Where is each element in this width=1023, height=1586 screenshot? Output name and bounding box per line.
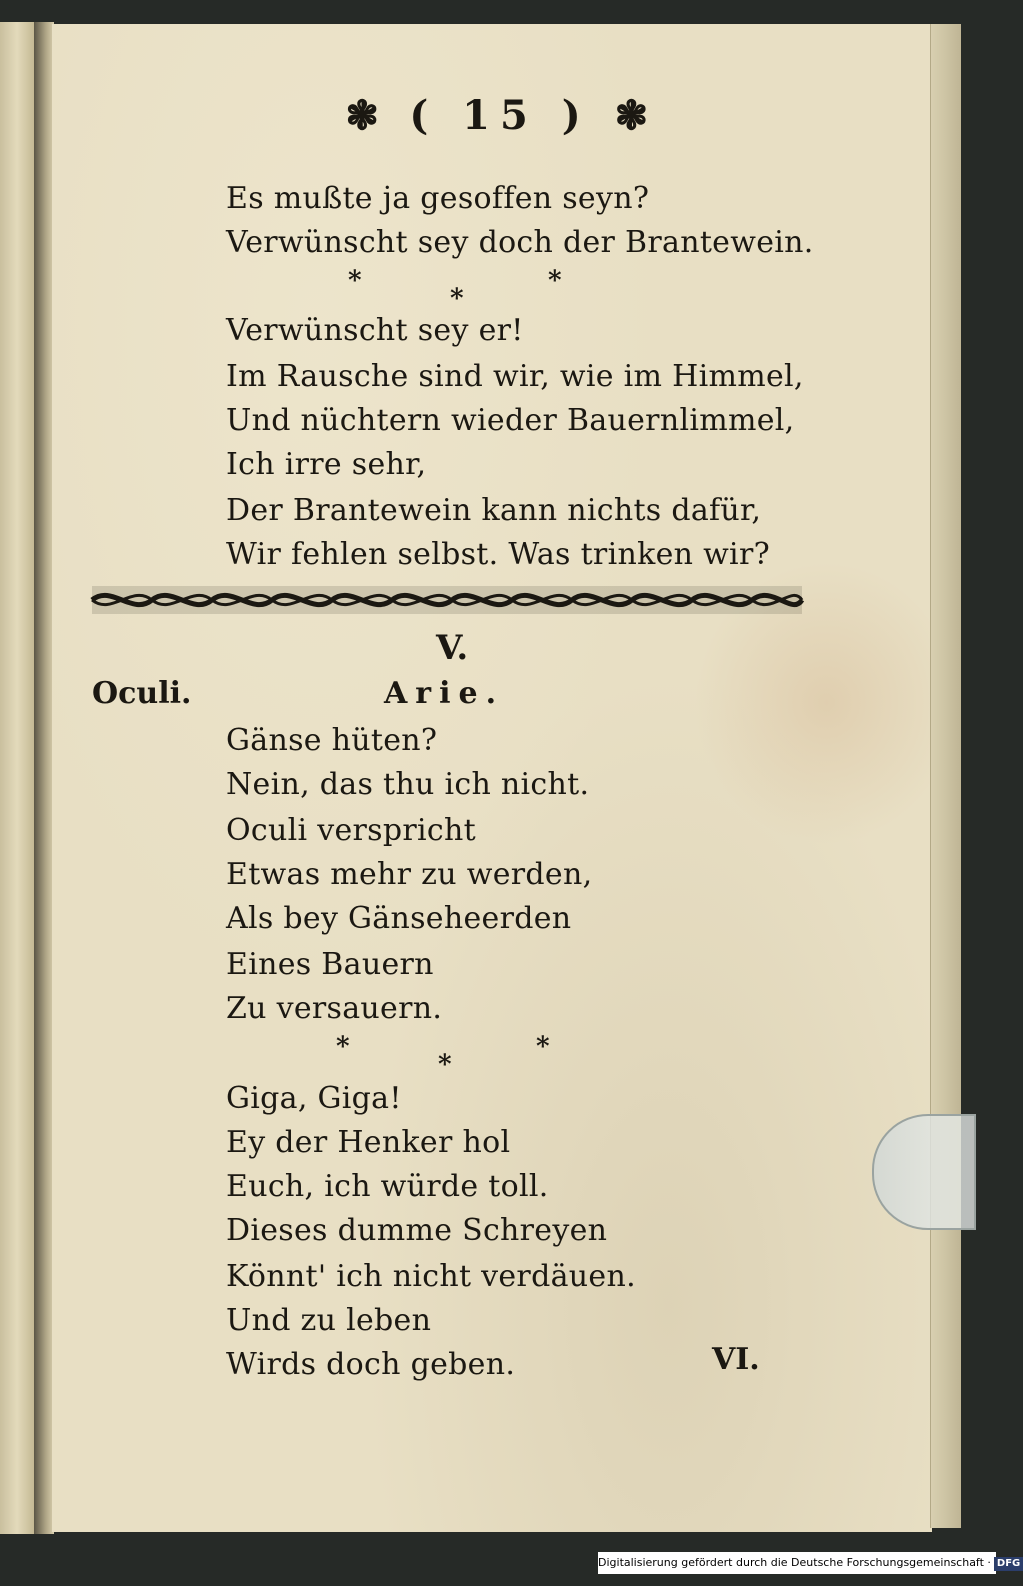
verse-line: Könnt' ich nicht verdäuen. bbox=[226, 1259, 636, 1294]
credit-text: Digitalisierung gefördert durch die Deutsche Forschungsgemeinschaft · bbox=[598, 1556, 991, 1569]
verse-line: Etwas mehr zu werden, bbox=[226, 857, 593, 892]
verse-line: Der Brantewein kann nichts dafür, bbox=[226, 493, 762, 528]
dfg-logo: DFG bbox=[994, 1557, 1023, 1571]
asterisk-separator: * bbox=[536, 1032, 550, 1062]
verse-line: Als bey Gänseheerden bbox=[226, 901, 572, 936]
catchword: VI. bbox=[712, 1342, 760, 1377]
verse-line: Oculi verspricht bbox=[226, 813, 476, 848]
verse-line: Es mußte ja gesoffen seyn? bbox=[226, 181, 650, 216]
verse-line: Dieses dumme Schreyen bbox=[226, 1213, 608, 1248]
verse-line: Eines Bauern bbox=[226, 947, 434, 982]
asterisk-separator: * bbox=[438, 1050, 452, 1080]
ornamental-divider bbox=[92, 582, 802, 618]
section-numeral: V. bbox=[436, 628, 469, 668]
verse-line: Verwünscht sey doch der Brantewein. bbox=[226, 225, 814, 260]
asterisk-separator: * bbox=[450, 284, 464, 314]
asterisk-separator: * bbox=[548, 266, 562, 296]
verse-line: Ich irre sehr, bbox=[226, 447, 427, 482]
verse-line: Giga, Giga! bbox=[226, 1081, 402, 1116]
page-header bbox=[0, 92, 1000, 139]
verse-line: Wirds doch geben. bbox=[226, 1347, 516, 1382]
verse-line: Gänse hüten? bbox=[226, 723, 438, 758]
margin-note: Oculi. bbox=[92, 676, 192, 711]
verse-line: Wir fehlen selbst. Was trinken wir? bbox=[226, 537, 770, 572]
verse-line: Verwünscht sey er! bbox=[226, 313, 524, 348]
asterisk-separator: * bbox=[348, 266, 362, 296]
flower-ornament-icon: ❃ bbox=[345, 92, 389, 139]
digitization-credit bbox=[598, 1552, 1021, 1574]
verse-line: Euch, ich würde toll. bbox=[226, 1169, 549, 1204]
asterisk-separator: * bbox=[336, 1032, 350, 1062]
verse-line: Und nüchtern wieder Bauernlimmel, bbox=[226, 403, 795, 438]
verse-line: Und zu leben bbox=[226, 1303, 432, 1338]
verse-line: Im Rausche sind wir, wie im Himmel, bbox=[226, 359, 804, 394]
flower-ornament-icon: ❃ bbox=[614, 92, 659, 139]
verse-line: Nein, das thu ich nicht. bbox=[226, 767, 590, 802]
verse-line: Ey der Henker hol bbox=[226, 1125, 511, 1160]
page-number: ( 15 ) bbox=[409, 92, 591, 139]
section-title: Arie. bbox=[384, 676, 505, 711]
verse-line: Zu versauern. bbox=[226, 991, 443, 1026]
